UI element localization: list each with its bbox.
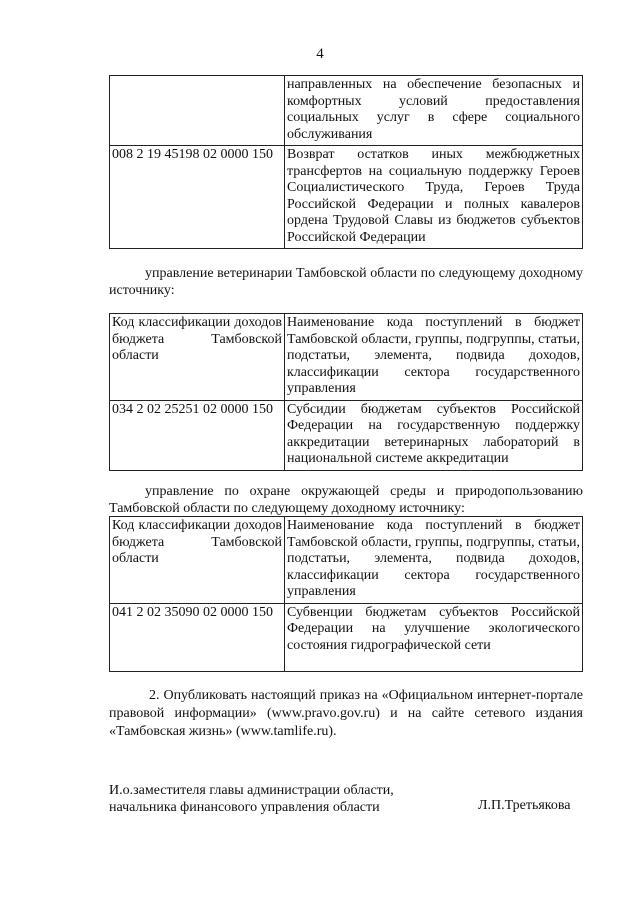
vet-income-table — [109, 313, 583, 471]
table-row — [110, 76, 583, 146]
income-table-continuation — [109, 75, 583, 249]
header-name-cell: Наименование кода поступлений в бюджет Тамбовской области, группы, подгруппы, статьи, подстатьи, элемента, подвида доходов, классификации сектора государственного управления — [285, 314, 583, 401]
signature-position-line2: начальника финансового управления области — [109, 800, 380, 815]
name-cell: направленных на обеспечение безопасных и комфортных условий предоставления социальных услуг в сфере социального обслуживания — [285, 76, 583, 146]
table-row — [110, 603, 583, 671]
signature-name: Л.П.Третьякова — [478, 798, 571, 813]
vet-paragraph-text: управление ветеринарии Тамбовской области по следующему доходному источнику: — [109, 266, 583, 298]
env-income-table — [109, 516, 583, 672]
table-row — [110, 146, 583, 249]
code-cell: 008 2 19 45198 02 0000 150 — [110, 146, 285, 249]
publish-paragraph — [109, 687, 583, 741]
table-header-row — [110, 314, 583, 401]
code-cell: 034 2 02 25251 02 0000 150 — [110, 400, 285, 470]
code-cell: 041 2 02 35090 02 0000 150 — [110, 603, 285, 671]
table-row — [110, 400, 583, 470]
env-paragraph-text: управление по охране окружающей среды и природопользованию Тамбовской области по следующему доходному источнику: — [109, 484, 583, 516]
name-cell: Возврат остатков иных межбюджетных трансфертов на социальную поддержку Героев Социалистического Труда, Героев Труда Российской Федерации и полных кавалеров ордена Трудовой Славы из бюджетов субъектов Российской Федерации — [285, 146, 583, 249]
header-code-cell: Код классификации доходов бюджета Тамбовской области — [110, 314, 285, 401]
name-cell: Субвенции бюджетам субъектов Российской Федерации на улучшение экологического состояния гидрографической сети — [285, 603, 583, 671]
signature-position — [109, 782, 394, 816]
header-name-cell: Наименование кода поступлений в бюджет Тамбовской области, группы, подгруппы, статьи, подстатьи, элемента, подвида доходов, классификации сектора государственного управления — [285, 517, 583, 604]
env-paragraph — [109, 483, 583, 517]
name-cell: Субсидии бюджетам субъектов Российской Федерации на государственную поддержку аккредитации ветеринарных лабораторий в национальной системе аккредитации — [285, 400, 583, 470]
code-cell — [110, 76, 285, 146]
table-header-row — [110, 517, 583, 604]
vet-paragraph — [109, 265, 583, 299]
signature-position-line1: И.о.заместителя главы администрации области, — [109, 783, 394, 798]
page-number: 4 — [316, 46, 324, 62]
header-code-cell: Код классификации доходов бюджета Тамбовской области — [110, 517, 285, 604]
publish-paragraph-text: 2. Опубликовать настоящий приказ на «Официальном интернет-портале правовой информации» (www.pravo.gov.ru) и на сайте сетевого издания «Тамбовская жизнь» (www.tamlife.ru). — [109, 688, 583, 739]
